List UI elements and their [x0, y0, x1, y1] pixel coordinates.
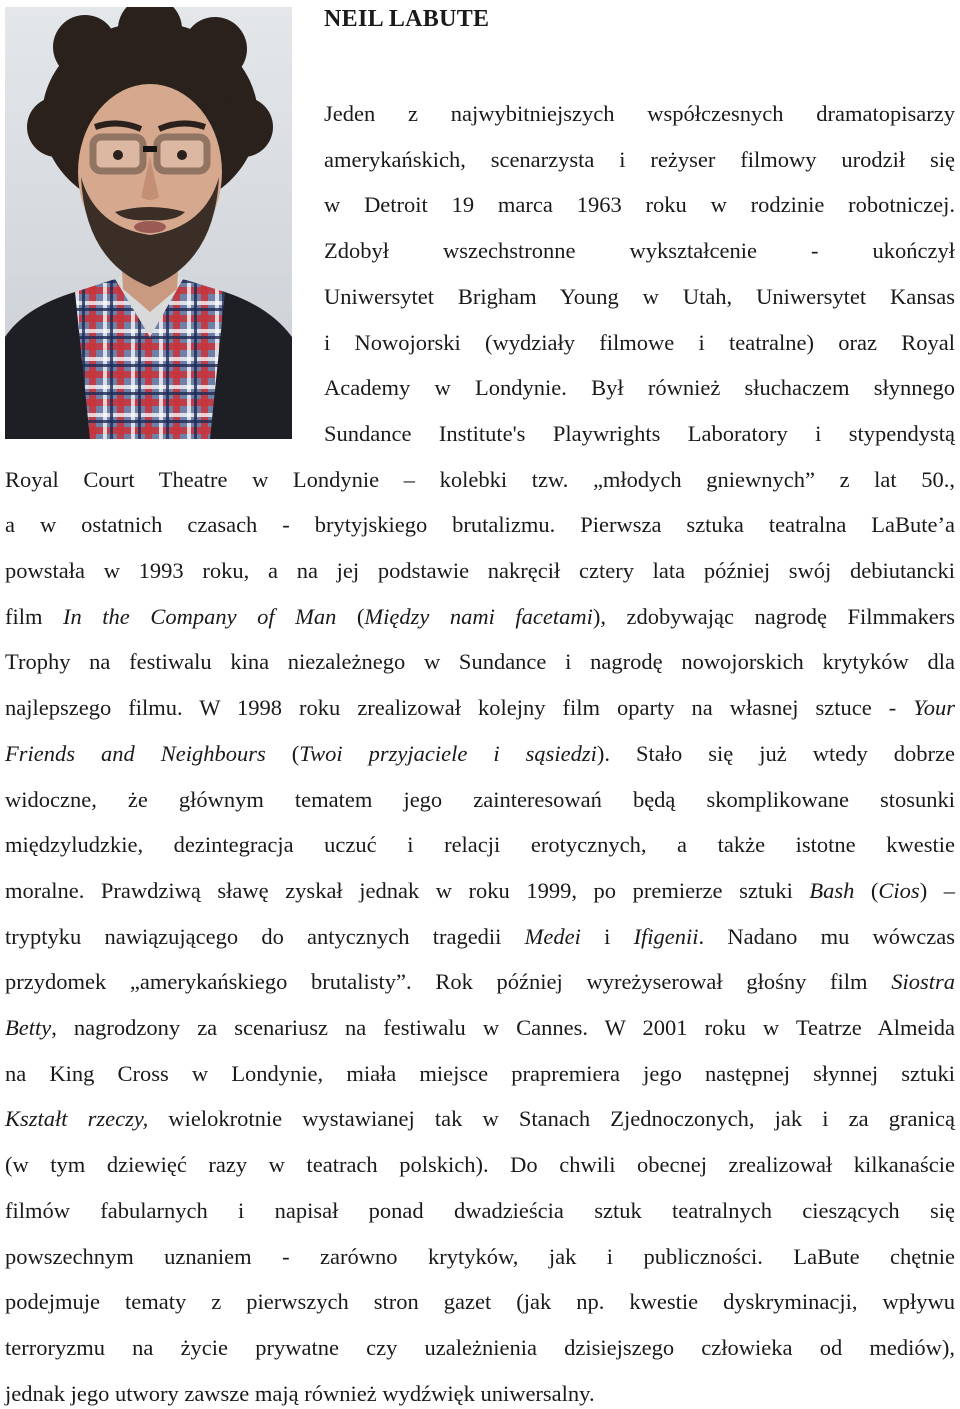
text-line: jednak jego utwory zawsze mają również wydźwięk uniwersalny. — [5, 1380, 595, 1406]
text-line — [5, 739, 955, 769]
text-segment: , nagrodzony za scenariusz na festiwalu w Cannes. W 2001 roku w Teatrze Almeida — [51, 1015, 955, 1040]
italic-title: Medei — [524, 923, 581, 949]
text-segment: . Nadano mu wówczas — [698, 923, 955, 949]
text-line: na King Cross w Londynie, miała miejsce prapremiera jego następnej słynnej sztuki — [5, 1060, 955, 1086]
text-segment: ) – — [919, 877, 955, 903]
italic-title: In the Company of Man — [63, 603, 337, 629]
italic-title: Friends and Neighbours — [5, 740, 266, 766]
text-line — [5, 602, 955, 632]
text-line: filmów fabularnych i napisał ponad dwadzieścia sztuk teatralnych cieszących się — [5, 1197, 955, 1223]
text-segment: ), zdobywając nagrodę Filmmakers — [592, 603, 956, 629]
text-segment: i — [580, 923, 634, 949]
text-line: terroryzmu na życie prywatne czy uzależnienia dzisiejszego człowieka od mediów), — [5, 1334, 955, 1360]
text-line — [5, 1104, 955, 1134]
text-line: powszechnym uznaniem - zarówno krytyków, jak i publiczności. LaBute chętnie — [5, 1243, 955, 1269]
italic-title: Kształt rzeczy, — [5, 1106, 149, 1132]
author-photo — [5, 7, 292, 439]
text-segment: ( — [854, 877, 879, 903]
text-line: (w tym dziewięć razy w teatrach polskich). Do chwili obecnej zrealizował kilkanaście — [5, 1152, 955, 1178]
italic-title: Między nami facetami — [364, 603, 593, 629]
text-line: Zdobył wszechstronne wykształcenie - ukończył — [324, 238, 955, 264]
text-segment: najlepszego filmu. W 1998 roku zrealizował kolejny film oparty na własnej sztuce - — [5, 695, 914, 721]
text-line: Uniwersytet Brigham Young w Utah, Uniwersytet Kansas — [324, 283, 955, 309]
text-line — [5, 967, 955, 997]
italic-title: Your — [913, 695, 955, 721]
italic-title: Twoi przyjaciele i sąsiedzi — [299, 740, 597, 766]
text-line: Jeden z najwybitniejszych współczesnych dramatopisarzy — [324, 101, 955, 126]
text-line: i Nowojorski (wydziały filmowe i teatralne) oraz Royal — [324, 329, 955, 355]
text-line: Sundance Institute's Playwrights Laboratory i stypendystą — [324, 420, 955, 446]
text-line — [5, 693, 955, 723]
text-line — [5, 876, 955, 906]
italic-title: Siostra — [891, 969, 955, 995]
text-line — [5, 922, 955, 952]
text-segment: film — [5, 603, 64, 629]
text-segment: wielokrotnie wystawianej tak w Stanach Zjednoczonych, jak i za granicą — [148, 1106, 955, 1132]
text-line: widoczne, że głównym tematem jego zainteresowań będą skomplikowane stosunki — [5, 786, 955, 812]
text-segment: ( — [336, 603, 365, 629]
text-segment: tryptyku nawiązującego do antycznych tragedii — [5, 923, 525, 949]
text-segment: ). Stało się już wtedy dobrze — [596, 740, 956, 766]
text-line — [5, 1013, 955, 1043]
italic-title: Cios — [878, 877, 920, 903]
italic-title: Bash — [809, 877, 855, 903]
text-line: Academy w Londynie. Był również słuchaczem słynnego — [324, 375, 955, 401]
portrait-illustration — [5, 7, 292, 439]
text-segment: moralne. Prawdziwą sławę zyskał jednak w roku 1999, po premierze sztuki — [5, 877, 810, 903]
text-line: amerykańskich, scenarzysta i reżyser filmowy urodził się — [324, 146, 955, 172]
text-line: powstała w 1993 roku, a na jej podstawie nakręcił cztery lata później swój debiutancki — [5, 558, 955, 583]
italic-title: Ifigenii — [633, 923, 699, 949]
text-line: a w ostatnich czasach - brytyjskiego brutalizmu. Pierwsza sztuka teatralna LaBute’a — [5, 512, 955, 538]
text-line: międzyludzkie, dezintegracja uczuć i relacji erotycznych, a także istotne kwestie — [5, 832, 955, 858]
text-segment: ( — [265, 740, 300, 766]
page-title: NEIL LABUTE — [324, 6, 490, 32]
text-line: podejmuje tematy z pierwszych stron gazet (jak np. kwestie dyskryminacji, wpływu — [5, 1289, 955, 1315]
text-line: Royal Court Theatre w Londynie – kolebki tzw. „młodych gniewnych” z lat 50., — [5, 466, 955, 492]
italic-title: Betty — [5, 1015, 52, 1040]
text-segment: przydomek „amerykańskiego brutalisty”. Rok później wyreżyserował głośny film — [5, 969, 892, 995]
text-line: Trophy na festiwalu kina niezależnego w Sundance i nagrodę nowojorskich krytyków dla — [5, 649, 955, 675]
text-line: w Detroit 19 marca 1963 roku w rodzinie robotniczej. — [324, 192, 955, 218]
